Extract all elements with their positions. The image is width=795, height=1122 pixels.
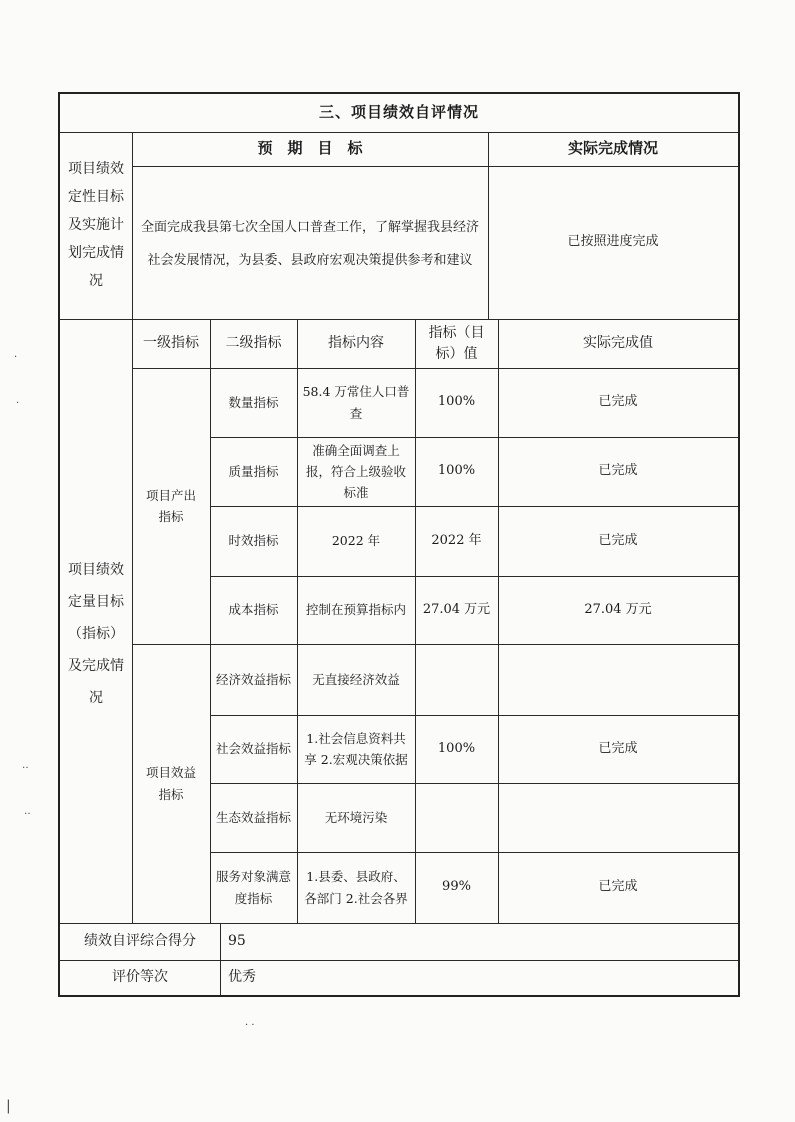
row-actual <box>502 644 734 715</box>
expected-goal-header: 预 期 目 标 <box>257 139 363 158</box>
qualitative-label: 项目绩效定性目标及实施计划完成情况 <box>68 161 124 289</box>
quantitative-label: 项目绩效定量目标（指标）及完成情况 <box>68 561 124 707</box>
row-content: 58.4 万常住人口普查 <box>302 384 410 421</box>
scan-mark: | <box>6 1098 11 1114</box>
row-actual: 已完成 <box>598 394 638 410</box>
section-title: 三、项目绩效自评情况 <box>318 103 479 122</box>
row-target <box>419 783 494 852</box>
row-level2: 质量指标 <box>228 463 279 479</box>
grade-label: 评价等次 <box>112 968 168 985</box>
row-content: 2022 年 <box>331 533 381 549</box>
row-actual: 已完成 <box>598 532 638 548</box>
row-level2: 时效指标 <box>228 533 279 549</box>
row-level2: 服务对象满意度指标 <box>215 869 291 906</box>
row-target: 100% <box>437 740 476 756</box>
level1-header: 一级指标 <box>143 334 199 351</box>
row-level2: 社会效益指标 <box>215 741 291 757</box>
content-header: 指标内容 <box>328 334 384 351</box>
row-level2: 生态效益指标 <box>215 809 291 825</box>
score-label: 绩效自评综合得分 <box>84 932 196 949</box>
scan-mark: · · <box>245 1020 255 1031</box>
actual-value-header: 实际完成值 <box>583 334 653 351</box>
row-actual: 已完成 <box>598 740 638 756</box>
grade-value: 优秀 <box>228 968 256 985</box>
row-content: 无直接经济效益 <box>312 671 400 687</box>
row-actual: 已完成 <box>598 879 638 895</box>
row-actual <box>502 783 734 852</box>
row-content: 准确全面调查上报，符合上级验收标准 <box>305 442 406 501</box>
row-target: 100% <box>437 394 476 410</box>
row-content: 1.县委、县政府、各部门 2.社会各界 <box>304 869 408 906</box>
row-target: 100% <box>437 463 476 479</box>
actual-completion-header: 实际完成情况 <box>567 139 658 158</box>
target-header: 指标（目标）值 <box>428 325 485 362</box>
actual-completion-text: 已按照进度完成 <box>567 234 659 250</box>
row-target: 2022 年 <box>431 532 482 548</box>
scan-mark: · <box>16 398 20 409</box>
row-content: 控制在预算指标内 <box>305 602 406 618</box>
scan-mark: ‥ <box>22 760 29 771</box>
level2-header: 二级指标 <box>225 334 282 351</box>
row-target: 27.04 万元 <box>422 601 491 617</box>
row-content: 1.社会信息资料共享 2.宏观决策依据 <box>304 730 408 767</box>
row-target <box>419 644 494 715</box>
row-actual: 已完成 <box>598 463 638 479</box>
group-output: 项目产出指标 <box>145 487 196 524</box>
row-content: 无环境污染 <box>324 809 388 825</box>
row-target: 99% <box>442 879 471 895</box>
performance-table <box>58 92 740 997</box>
row-level2: 经济效益指标 <box>215 671 291 687</box>
row-level2: 数量指标 <box>228 394 279 410</box>
expected-goal-text: 全面完成我县第七次全国人口普查工作，了解掌握我县经济社会发展情况，为县委、县政府宏观决策提供参考和建议 <box>140 219 479 268</box>
row-actual: 27.04 万元 <box>584 601 652 617</box>
row-level2: 成本指标 <box>228 602 279 618</box>
scan-mark: · <box>14 352 18 363</box>
scan-mark: ‥ <box>24 806 31 817</box>
score-value: 95 <box>228 932 246 949</box>
group-benefit: 项目效益指标 <box>145 765 196 802</box>
